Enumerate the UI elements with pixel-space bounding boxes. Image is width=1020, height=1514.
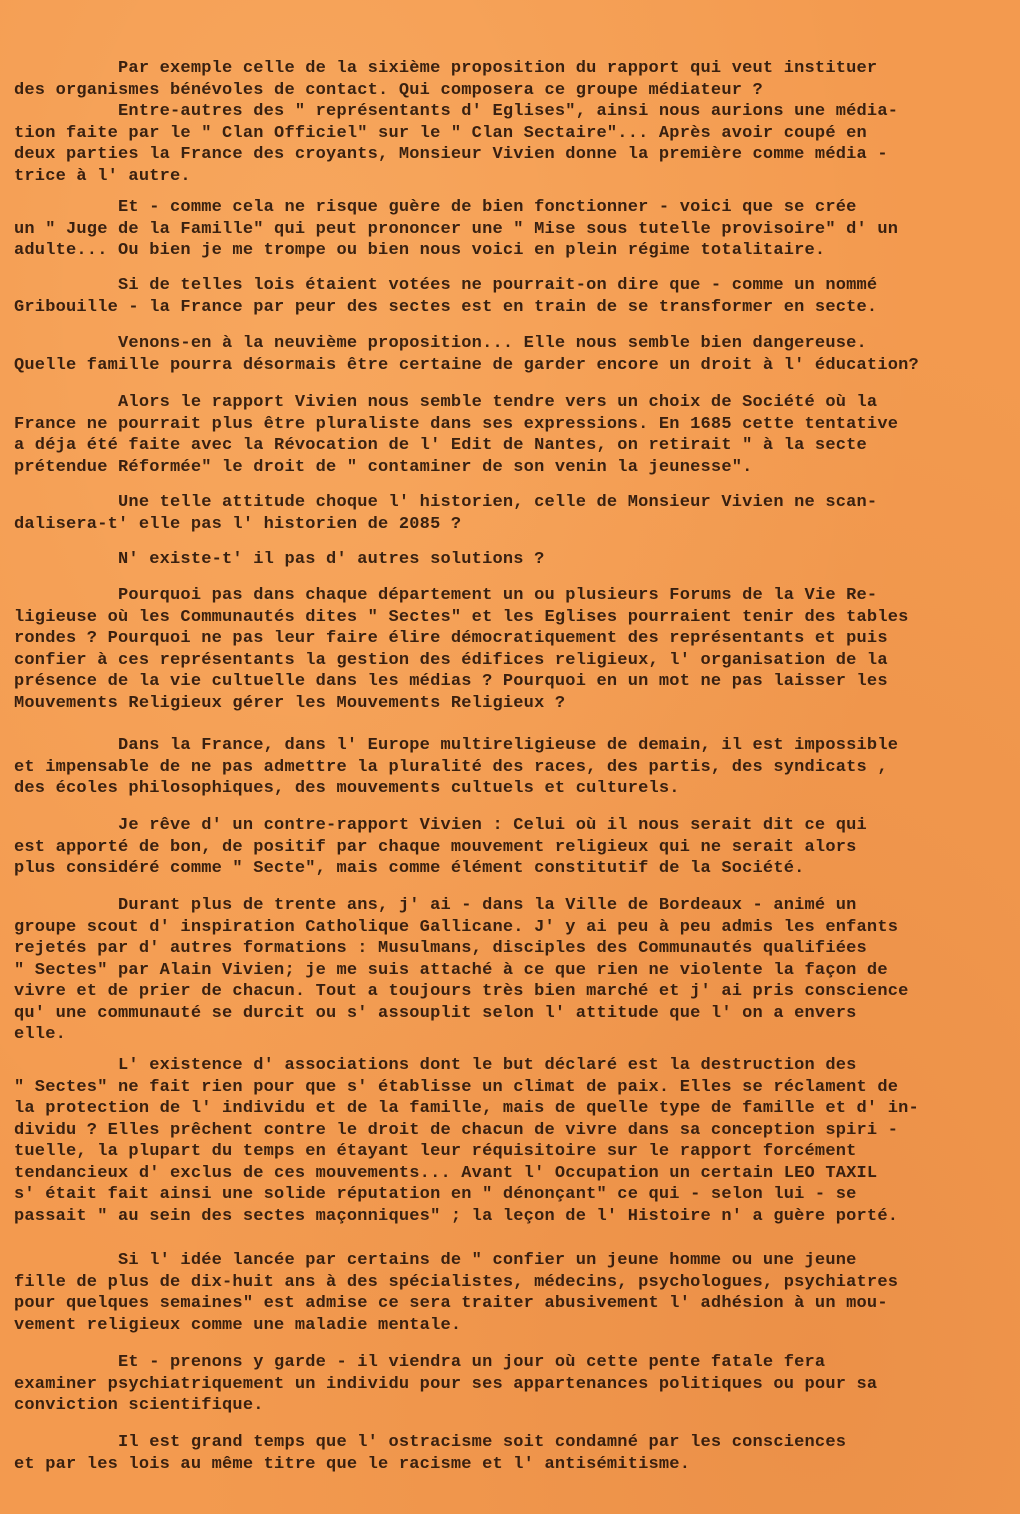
text-line: dalisera-t' elle pas l' historien de 2085 ? bbox=[14, 514, 462, 534]
paragraph-9 bbox=[14, 735, 1014, 800]
text-line: " Sectes" ne fait rien pour que s' établisse un climat de paix. Elles se réclament de bbox=[14, 1077, 899, 1097]
text-line: Mouvements Religieux gérer les Mouvements Religieux ? bbox=[14, 693, 566, 713]
text-line: France ne pourrait plus être pluraliste dans ses expressions. En 1685 cette tentative bbox=[14, 414, 899, 434]
text-line: vement religieux comme une maladie mentale. bbox=[14, 1315, 462, 1335]
text-line: prétendue Réformée" le droit de " contaminer de son venin la jeunesse". bbox=[14, 457, 753, 477]
text-line: Dans la France, dans l' Europe multireligieuse de demain, il est impossible bbox=[14, 736, 899, 755]
text-line: Et - comme cela ne risque guère de bien fonctionner - voici que se crée bbox=[14, 198, 857, 217]
text-line: Gribouille - la France par peur des sectes est en train de se transformer en secte. bbox=[14, 297, 878, 317]
paragraph-2 bbox=[14, 197, 1014, 262]
text-line: présence de la vie cultuelle dans les médias ? Pourquoi en un mot ne pas laisser les bbox=[14, 672, 888, 691]
paragraph-6 bbox=[14, 492, 1014, 535]
text-line: la protection de l' individu et de la famille, mais de quelle type de famille et d' in- bbox=[14, 1099, 919, 1118]
text-line: Quelle famille pourra désormais être certaine de garder encore un droit à l' éducation? bbox=[14, 355, 919, 375]
text-line: Si l' idée lancée par certains de " confier un jeune homme ou une jeune bbox=[14, 1251, 857, 1270]
text-line: un " Juge de la Famille" qui peut prononcer une " Mise sous tutelle provisoire" d' un bbox=[14, 219, 899, 239]
text-line: Alors le rapport Vivien nous semble tendre vers un choix de Société où la bbox=[14, 393, 878, 412]
paragraph-1 bbox=[14, 58, 1014, 187]
text-line: conviction scientifique. bbox=[14, 1396, 264, 1415]
text-line: pour quelques semaines" est admise ce sera traiter abusivement l' adhésion à un mou- bbox=[14, 1294, 888, 1313]
text-line: Entre-autres des " représentants d' Eglises", ainsi nous aurions une média- bbox=[14, 102, 899, 121]
text-line: Une telle attitude choque l' historien, celle de Monsieur Vivien ne scan- bbox=[14, 493, 878, 512]
text-line: rejetés par d' autres formations : Musulmans, disciples des Communautés qualifiées bbox=[14, 939, 867, 958]
text-line: Si de telles lois étaient votées ne pourrait-on dire que - comme un nommé bbox=[14, 276, 878, 295]
text-line: des organismes bénévoles de contact. Qui composera ce groupe médiateur ? bbox=[14, 80, 763, 100]
paragraph-10 bbox=[14, 815, 1014, 880]
paragraph-5 bbox=[14, 392, 1014, 478]
paragraph-8 bbox=[14, 585, 1014, 714]
text-line: rondes ? Pourquoi ne pas leur faire élire démocratiquement des représentants et puis bbox=[14, 629, 888, 648]
text-line: et impensable de ne pas admettre la pluralité des races, des partis, des syndicats , bbox=[14, 757, 888, 777]
text-line: N' existe-t' il pas d' autres solutions ? bbox=[14, 550, 545, 569]
text-line: ligieuse où les Communautés dites " Sectes" et les Eglises pourraient tenir des tables bbox=[14, 607, 909, 627]
paragraph-4 bbox=[14, 333, 1014, 376]
text-line: Je rêve d' un contre-rapport Vivien : Celui où il nous serait dit ce qui bbox=[14, 816, 867, 835]
text-line: confier à ces représentants la gestion des édifices religieux, l' organisation de la bbox=[14, 650, 888, 670]
text-line: passait " au sein des sectes maçonniques" ; la leçon de l' Histoire n' a guère porté. bbox=[14, 1206, 899, 1226]
paragraph-13 bbox=[14, 1250, 1014, 1336]
text-line: tion faite par le " Clan Officiel" sur le " Clan Sectaire"... Après avoir coupé en bbox=[14, 123, 867, 143]
paragraph-3 bbox=[14, 275, 1014, 318]
text-line: Il est grand temps que l' ostracisme soit condamné par les consciences bbox=[14, 1433, 847, 1452]
text-line: Et - prenons y garde - il viendra un jour où cette pente fatale fera bbox=[14, 1353, 826, 1372]
text-line: " Sectes" par Alain Vivien; je me suis attaché à ce que rien ne violente la façon de bbox=[14, 960, 888, 980]
paragraph-7 bbox=[14, 549, 1014, 571]
text-line: tuelle, la plupart du temps en étayant leur réquisitoire sur le rapport forcément bbox=[14, 1142, 857, 1161]
text-line: examiner psychiatriquement un individu pour ses appartenances politiques ou pour sa bbox=[14, 1374, 878, 1394]
text-line: Par exemple celle de la sixième proposition du rapport qui veut instituer bbox=[14, 59, 878, 78]
paragraph-11 bbox=[14, 895, 1014, 1046]
text-line: Venons-en à la neuvième proposition... Elle nous semble bien dangereuse. bbox=[14, 334, 867, 353]
text-line: s' était fait ainsi une solide réputation en " dénonçant" ce qui - selon lui - se bbox=[14, 1185, 857, 1204]
text-line: Durant plus de trente ans, j' ai - dans la Ville de Bordeaux - animé un bbox=[14, 896, 857, 915]
text-line: est apporté de bon, de positif par chaque mouvement religieux qui ne serait alors bbox=[14, 837, 857, 857]
text-line: vivre et de prier de chacun. Tout a toujours très bien marché et j' ai pris conscience bbox=[14, 982, 909, 1001]
text-line: fille de plus de dix-huit ans à des spécialistes, médecins, psychologues, psychiatres bbox=[14, 1272, 899, 1292]
text-line: groupe scout d' inspiration Catholique Gallicane. J' y ai peu à peu admis les enfants bbox=[14, 917, 899, 937]
paragraph-15 bbox=[14, 1432, 1014, 1475]
text-line: elle. bbox=[14, 1025, 67, 1044]
text-line: dividu ? Elles prêchent contre le droit de chacun de vivre dans sa conception spiri - bbox=[14, 1120, 899, 1140]
text-line: deux parties la France des croyants, Monsieur Vivien donne la première comme média - bbox=[14, 145, 888, 164]
text-line: des écoles philosophiques, des mouvements cultuels et culturels. bbox=[14, 779, 680, 798]
paragraph-12 bbox=[14, 1055, 1014, 1227]
text-line: adulte... Ou bien je me trompe ou bien nous voici en plein régime totalitaire. bbox=[14, 241, 826, 260]
text-line: L' existence d' associations dont le but déclaré est la destruction des bbox=[14, 1056, 857, 1075]
paragraph-14 bbox=[14, 1352, 1014, 1417]
text-line: qu' une communauté se durcit ou s' assouplit selon l' attitude que l' on a envers bbox=[14, 1003, 857, 1023]
text-line: a déja été faite avec la Révocation de l' Edit de Nantes, on retirait " à la secte bbox=[14, 436, 867, 455]
text-line: tendancieux d' exclus de ces mouvements... Avant l' Occupation un certain LEO TAXIL bbox=[14, 1163, 878, 1183]
text-line: plus considéré comme " Secte", mais comme élément constitutif de la Société. bbox=[14, 859, 805, 878]
text-line: trice à l' autre. bbox=[14, 166, 191, 186]
text-line: Pourquoi pas dans chaque département un ou plusieurs Forums de la Vie Re- bbox=[14, 586, 878, 605]
text-line: et par les lois au même titre que le racisme et l' antisémitisme. bbox=[14, 1454, 691, 1474]
